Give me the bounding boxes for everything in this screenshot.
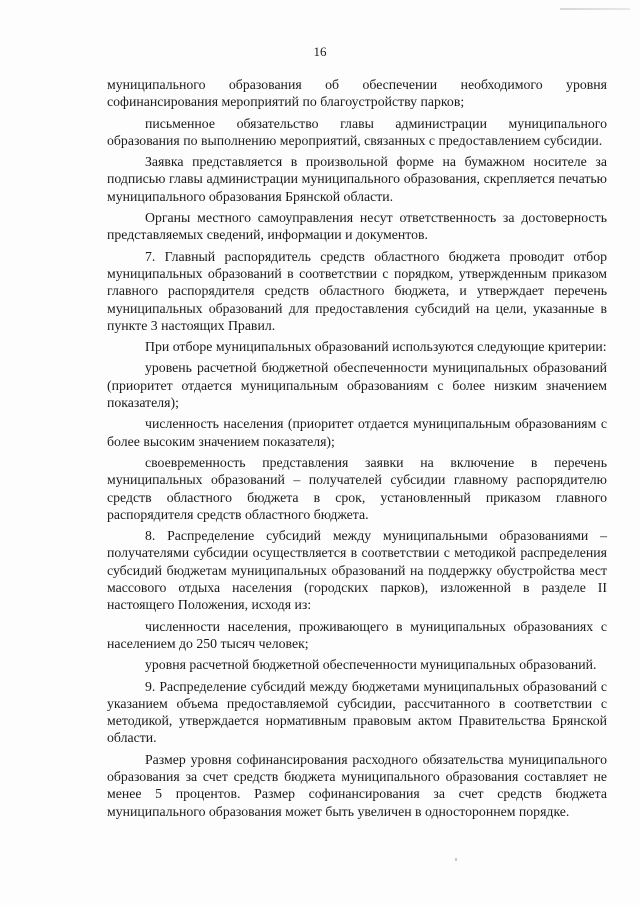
paragraph: своевременность представления заявки на включение в перечень муниципальных образований – получателей субсидии главному распорядителю средств областного бюджета в срок, установленный приказом главного распорядителя средств областного бюджета.: [107, 454, 607, 522]
paragraph: численность населения (приоритет отдается муниципальным образованиям с более высоким значением показателя);: [107, 416, 607, 449]
paragraph: уровень расчетной бюджетной обеспеченности муниципальных образований (приоритет отдается муниципальным образованиям с более низким значением показателя);: [107, 360, 607, 411]
paragraph: 7. Главный распорядитель средств областного бюджета проводит отбор муниципальных образований в соответствии с порядком, утвержденным приказом главного распорядителя средств областного бюджета, и утверждает перечень муниципальных образований для предоставления субсидий на цели, указанные в пункте 3 настоящих Правил.: [107, 248, 607, 333]
document-body: [107, 76, 607, 824]
scan-artifact: [560, 8, 630, 10]
scan-artifact: [455, 858, 457, 861]
paragraph: При отборе муниципальных образований используются следующие критерии:: [145, 339, 607, 355]
paragraph: численности населения, проживающего в муниципальных образованиях с населением до 250 тысяч человек;: [107, 618, 607, 651]
paragraph: 8. Распределение субсидий между муниципальными образованиями – получателями субсидии осуществляется в соответствии с методикой распределения субсидий бюджетам муниципальных образований на поддержку обустройства мест массового отдыха населения (городских парков), изложенной в разделе II настоящего Положения, исходя из:: [107, 528, 607, 613]
paragraph: муниципального образования об обеспечении необходимого уровня софинансирования мероприятий по благоустройству парков;: [107, 77, 607, 110]
paragraph: уровня расчетной бюджетной обеспеченности муниципальных образований.: [145, 657, 597, 673]
paragraph: Заявка представляется в произвольной форме на бумажном носителе за подписью главы администрации муниципального образования, скрепляется печатью муниципального образования Брянской области.: [107, 154, 607, 204]
paragraph: Размер уровня софинансирования расходного обязательства муниципального образования за счет средств бюджета муниципального образования составляет не менее 5 процентов. Размер софинансирования за счет средств бюджета муниципального образования может быть увеличен в одностороннем порядке.: [107, 751, 607, 819]
paragraph: 9. Распределение субсидий между бюджетами муниципальных образований с указанием объема предоставляемой субсидии, рассчитанного в соответствии с методикой, утверждается нормативным правовым актом Правительства Брянской области.: [107, 678, 607, 746]
paragraph: письменное обязательство главы администрации муниципального образования по выполнению мероприятий, связанных с предоставлением субсидии.: [107, 115, 607, 148]
page-number: 16: [313, 44, 327, 59]
paragraph: Органы местного самоуправления несут ответственность за достоверность представляемых сведений, информации и документов.: [107, 210, 607, 243]
